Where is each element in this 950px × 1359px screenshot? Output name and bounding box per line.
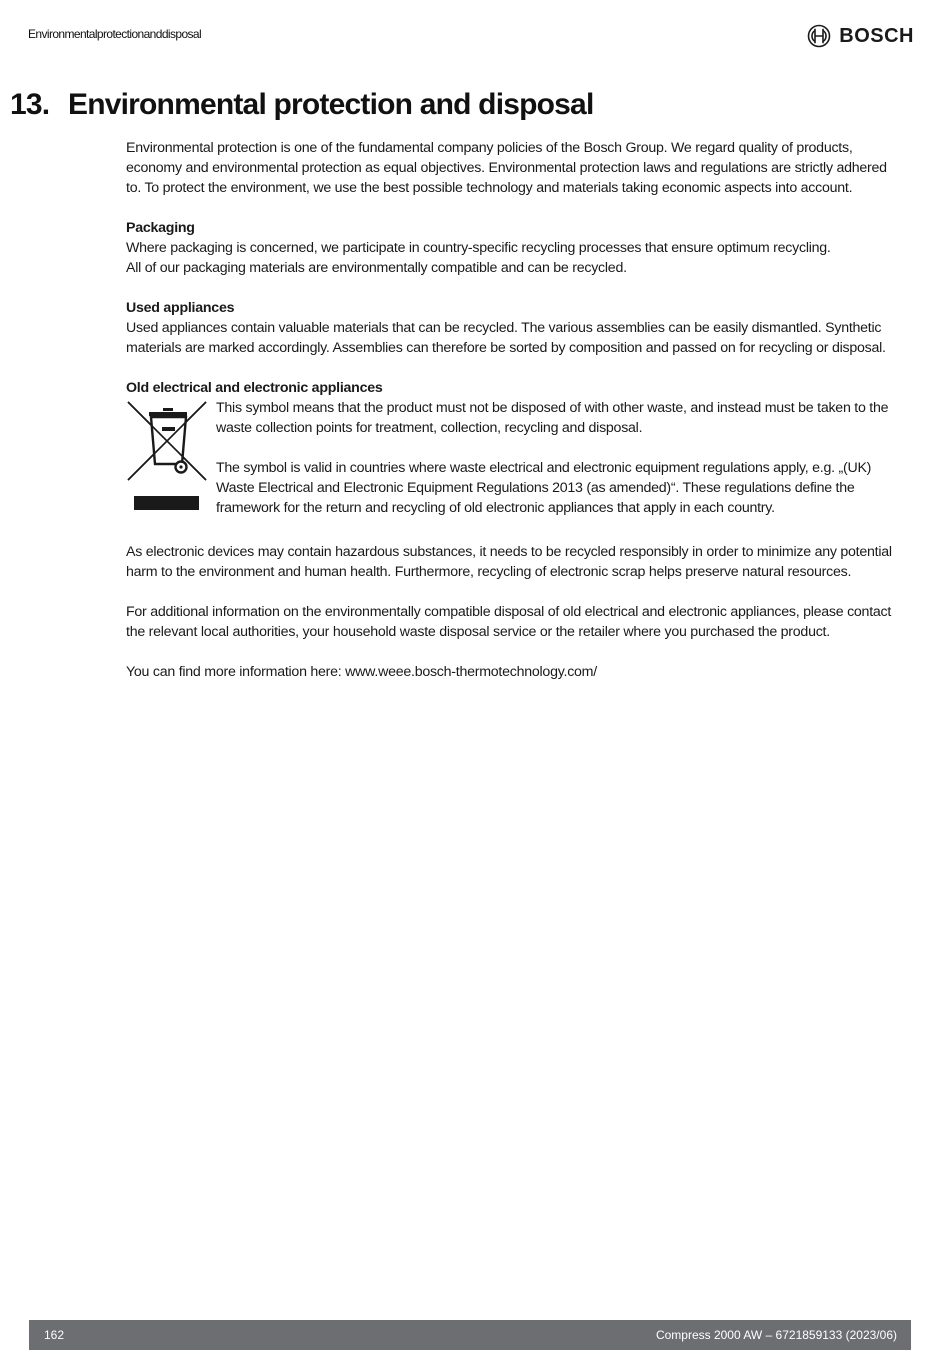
weee-section	[126, 398, 896, 522]
crossed-out-wheelie-bin-icon	[126, 400, 208, 516]
page-number: 162	[44, 1328, 65, 1342]
additional-info-paragraph: For additional information on the environmentally compatible disposal of old electrical and electronic appliances, please contact the relevant local authorities, your household waste disposal service or the retailer where you purchased the product.	[126, 604, 892, 640]
used-appliances-paragraph: Used appliances contain valuable materials that can be recycled. The various assemblies can be easily dismantled. Synthetic materials are marked accordingly. Assemblies can therefore be sorted by composition and passed on for recycling or disposal.	[126, 320, 886, 356]
chapter-number: 13.	[10, 88, 50, 121]
more-info-paragraph: You can find more information here: www.weee.bosch-thermotechnology.com/	[126, 664, 597, 680]
used-appliances-heading: Used appliances	[126, 300, 235, 316]
brand-logo	[807, 22, 914, 50]
weee-text	[216, 398, 896, 522]
hazardous-substances-paragraph: As electronic devices may contain hazardous substances, it needs to be recycled responsibly in order to minimize any potential harm to the environment and human health. Furthermore, recycling of electronic scrap helps preserve natural resources.	[126, 544, 892, 580]
packaging-heading: Packaging	[126, 220, 195, 236]
weee-paragraph-1: This symbol means that the product must not be disposed of with other waste, and instead must be taken to the waste collection points for treatment, collection, recycling and disposal.	[216, 400, 889, 436]
footer-bar	[29, 1320, 911, 1350]
chapter-content	[126, 138, 896, 702]
weee-symbol	[126, 398, 208, 522]
bosch-armature-icon	[807, 24, 831, 48]
chapter-title	[10, 88, 593, 122]
document-reference: Compress 2000 AW – 6721859133 (2023/06)	[655, 1328, 897, 1342]
intro-paragraph: Environmental protection is one of the fundamental company policies of the Bosch Group. We regard quality of products, economy and environmental protection as equal objectives. Environmental protection laws and regulations are strictly adhered to. To protect the environment, we use the best possible technology and materials taking economic aspects into account.	[126, 140, 887, 196]
brand-name: BOSCH	[839, 24, 914, 47]
packaging-paragraph	[126, 238, 896, 278]
weee-paragraph-2: The symbol is valid in countries where waste electrical and electronic equipment regulations apply, e.g. „(UK) Waste Electrical and Electronic Equipment Regulations 2013 (as amended)“. These regulations define the framework for the return and recycling of old electronic appliances that apply in each country.	[216, 460, 872, 516]
packaging-line-1: Where packaging is concerned, we participate in country-specific recycling processes that ensure optimum recycling.	[126, 240, 831, 256]
running-header-title: Environmentalprotectionanddisposal	[28, 27, 202, 41]
chapter-title-text: Environmental protection and disposal	[68, 88, 594, 121]
packaging-line-2: All of our packaging materials are environmentally compatible and can be recycled.	[126, 260, 627, 276]
weee-heading: Old electrical and electronic appliances	[126, 380, 383, 396]
